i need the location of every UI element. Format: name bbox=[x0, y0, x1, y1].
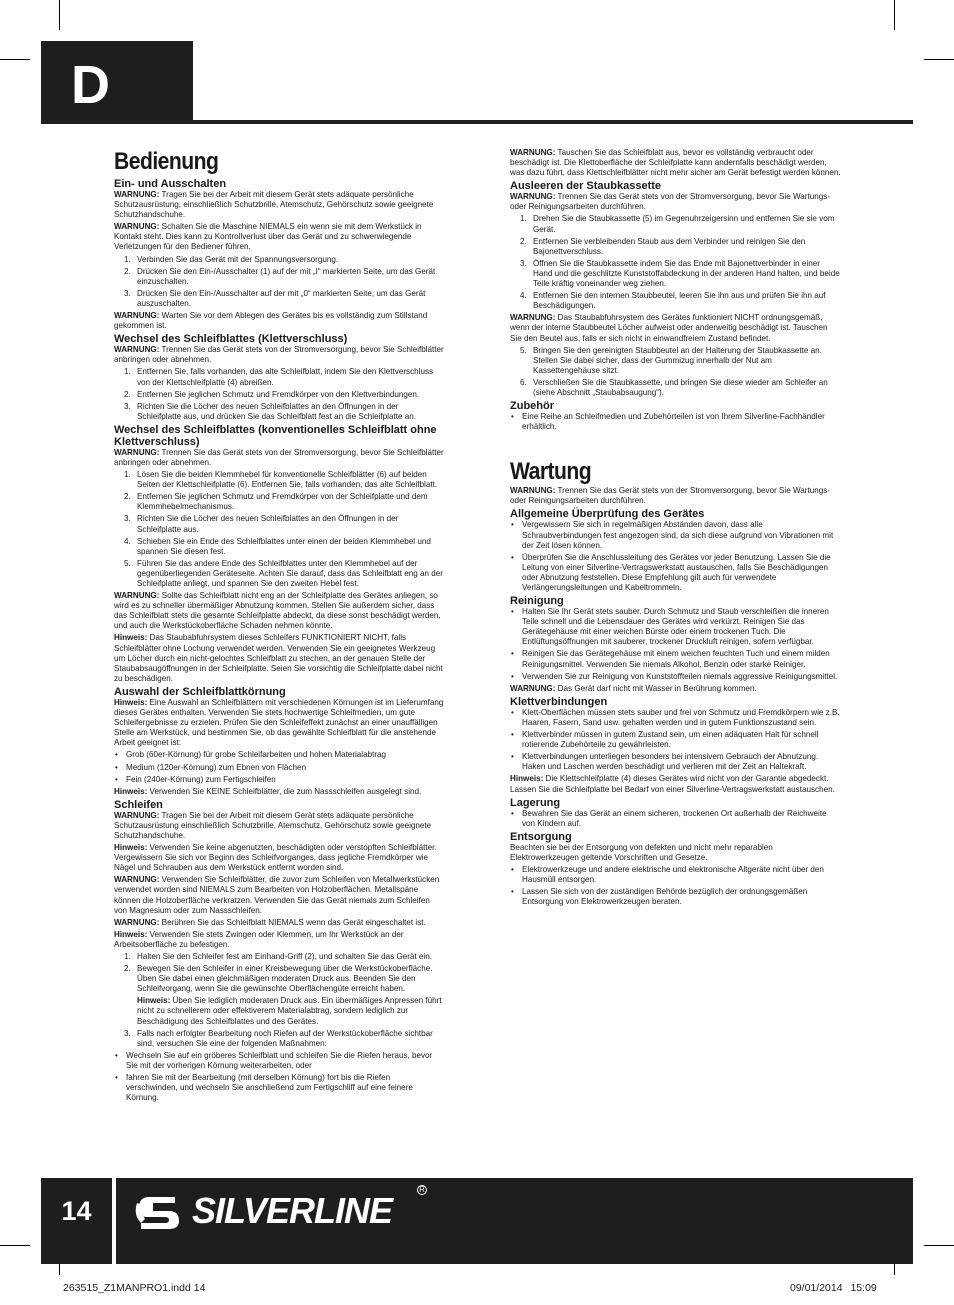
list-item-text: fahren Sie mit der Bearbeitung (mit derselben Körnung) fort bis die Riefen verschwinden, und wechseln Sie anschließend zum Fertigschliff auf eine feinere Körnung. bbox=[126, 1073, 413, 1103]
paragraph bbox=[114, 190, 444, 220]
bullet-list bbox=[510, 520, 841, 593]
paragraph-text: Verwenden Sie stets Zwingen oder Klemmen, um Ihr Werkstück an der Arbeitsoberfläche zu befestigen. bbox=[114, 929, 404, 949]
list-item: 2. Entfernen Sie jeglichen Schmutz und Fremdkörper von der Schleifplatte und dem Klemmhebelmechanismus. bbox=[124, 492, 428, 512]
list-item: • Klett-Oberflächen müssen stets sauber und frei von Schmutz und Fremdkörpern wie z.B. Haaren, Fasern, Sand usw. gehalten werden und in gutem Funktionszustand sein. bbox=[511, 707, 840, 727]
list-item-text: Elektrowerkzeuge und andere elektrische und elektronische Altgeräte nicht über den Hausmüll entsorgen. bbox=[522, 864, 824, 885]
list-item: • Bewahren Sie das Gerät an einem sicheren, trockenen Ort außerhalb der Reichweite von Kindern auf. bbox=[511, 808, 827, 828]
paragraph-text: Tragen Sie bei der Arbeit mit diesem Gerät stets adäquate persönliche Schutzausrüstung einschließlich Schutzbrille, Atemschutz, Gehörschutz sowie geeignete Schutzhandschuhe. bbox=[114, 810, 432, 840]
list-item-text: Öffnen Sie die Staubkassette indem Sie das Ende mit Bajonettverbinder in einer Hand und die geschlitzte Kunststoffabdeckung in der anderen Hand halten, und beide Teile kräftig voneinander weg ziehen. bbox=[533, 258, 840, 289]
paragraph-text: Verwenden Sie keine abgenutzten, beschädigten oder verstopften Schleifblätter. Vergewissern Sie sich vor Beginn des Schleifvorganges, dass jegliche Fremdkörper wie Nägel und Schrauben aus dem Werkstück entfernt worden sind. bbox=[114, 843, 437, 873]
warning-label: WARNUNG: bbox=[114, 222, 160, 232]
paragraph-text: Trennen Sie das Gerät stets von der Stromversorgung, bevor Sie Wartungs- oder Reinigungsarbeiten durchführen. bbox=[510, 192, 830, 212]
paragraph bbox=[510, 148, 841, 178]
language-tab bbox=[41, 41, 193, 124]
paragraph bbox=[510, 684, 841, 694]
list-item: 1. Verbinden Sie das Gerät mit der Spannungsversorgung. bbox=[124, 254, 339, 264]
list-item: • Vergewissern Sie sich in regelmäßigen Abständen davon, dass alle Schraubverbindungen fest angezogen sind, da sich diese aufgrund von Vibrationen mit der Zeit lösen können. bbox=[511, 520, 834, 550]
crop-mark bbox=[924, 59, 954, 60]
list-item: • Elektrowerkzeuge und andere elektrische und elektronische Altgeräte nicht über den Hausmüll entsorgen. bbox=[511, 864, 824, 885]
list-item-text: Entfernen Sie jeglichen Schmutz und Fremdkörper von den Klettverbindungen. bbox=[137, 389, 420, 399]
left-column bbox=[114, 148, 444, 1105]
list-item: 3. Drücken Sie den Ein-/Ausschalter auf der mit „0“ markierten Seite, um das Gerät auszuschalten. bbox=[124, 288, 426, 308]
bullet-list bbox=[114, 1051, 444, 1103]
paragraph bbox=[114, 222, 444, 252]
list-item-text: Wechseln Sie auf ein gröberes Schleifblatt und schleifen Sie die Riefen heraus, bevor Sie mit der vorherigen Körnung weiterarbeiten, oder bbox=[126, 1050, 433, 1070]
bullet-list bbox=[510, 412, 841, 432]
list-item: 6. Verschließen Sie die Staubkassette, und bringen Sie diese wieder am Schleifer an (siehe Abschnitt „Staubabsaugung“). bbox=[520, 377, 828, 397]
silverline-logo-icon bbox=[135, 1189, 195, 1233]
numbered-list bbox=[114, 255, 444, 309]
paragraph bbox=[114, 633, 444, 683]
list-item-text: Lassen Sie sich von der zuständigen Behörde bezüglich der ordnungsgemäßen Entsorgung von Elektrowerkzeugen beraten. bbox=[522, 887, 808, 907]
list-item-text: Verbinden Sie das Gerät mit der Spannungsversorgung. bbox=[137, 254, 339, 264]
list-item-text: Fein (240er-Körnung) zum Fertigschleifen bbox=[126, 774, 276, 784]
list-item-text: Entfernen Sie verbleibenden Staub aus dem Verbinder und reinigen Sie den Bajonettverschluss. bbox=[533, 236, 806, 256]
indented-note bbox=[114, 996, 444, 1026]
note-label: Hinweis: bbox=[114, 697, 148, 707]
warning-label: WARNUNG: bbox=[114, 447, 160, 457]
list-item-text: Halten Sie den Schleifer fest am Einhand-Griff (2), und schalten Sie das Gerät ein. bbox=[137, 952, 432, 961]
warning-label: WARNUNG: bbox=[114, 875, 160, 885]
numbered-list bbox=[114, 1029, 444, 1049]
list-item-text: Bewegen Sie den Schleifer in einer Kreisbewegung über die Werkstückoberfläche. Üben Sie dabei einen gleichmäßigen moderaten Druck aus. Beenden Sie den Schleifvorgang, wenn Sie die gewünschte Oberflächengüte erreicht haben. bbox=[137, 964, 433, 994]
heading-schleifen: Schleifen bbox=[114, 798, 163, 811]
section-title-bedienung: Bedienung bbox=[114, 148, 219, 175]
list-item: • Überprüfen Sie die Anschlussleitung des Gerätes vor jeder Benutzung. Lassen Sie die Leitung von einer Silverline-Vertragswerkstatt austauschen, falls Sie Beschädigungen oder Abnutzung feststellen. Diese Empfehlung gilt auch für verwendete Verlängerungsleitungen und Kabeltrommeln. bbox=[511, 552, 831, 592]
list-item: 2. Drücken Sie den Ein-/Ausschalter (1) auf der mit „I“ markierten Seite, um das Gerät einzuschalten. bbox=[124, 266, 436, 286]
list-item-text: Medium (120er-Körnung) zum Ebnen von Flächen bbox=[126, 762, 306, 772]
list-item: • Lassen Sie sich von der zuständigen Behörde bezüglich der ordnungsgemäßen Entsorgung von Elektrowerkzeugen beraten. bbox=[511, 887, 808, 907]
list-item: 1. Drehen Sie die Staubkassette (5) im Gegenuhrzeigersinn und entfernen Sie sie vom Gerät. bbox=[520, 214, 835, 234]
heading-entsorgung: Entsorgung bbox=[510, 830, 572, 843]
list-item-text: Bringen Sie den gereinigten Staubbeutel an der Halterung der Staubkassette an. Stellen Sie dabei sicher, dass der Gummizug innerhalb der Nut am Kassettengehäuse sitzt. bbox=[533, 345, 822, 375]
list-item-text: Entfernen Sie jeglichen Schmutz und Fremdkörper von der Schleifplatte und dem Klemmhebelmechanismus. bbox=[137, 492, 428, 512]
note-label: Hinweis: bbox=[137, 996, 171, 1006]
warning-label: WARNUNG: bbox=[510, 148, 556, 157]
crop-mark bbox=[0, 59, 30, 60]
paragraph bbox=[114, 345, 444, 365]
note-label: Hinweis: bbox=[114, 929, 148, 939]
list-item-text: Drücken Sie den Ein-/Ausschalter (1) auf der mit „I“ markierten Seite, um das Gerät einzuschalten. bbox=[137, 266, 436, 286]
list-item-text: Führen Sie das andere Ende des Schleifblattes unter den Klemmhebel auf der gegenüberliegenden Geräteseite. Achten Sie darauf, dass das Schleifblatt eng an der Schleifplatte anliegt, und spannen Sie den zweiten Hebel fest. bbox=[137, 558, 443, 588]
warning-label: WARNUNG: bbox=[510, 313, 556, 323]
right-column bbox=[510, 148, 841, 909]
paragraph-text: Schalten Sie die Maschine NIEMALS ein wenn sie mit dem Werkstück in Kontakt steht. Dies kann zu Kontrollverlust über das Gerät und zu schwerwiegende Verletzungen für den Bediener führen. bbox=[114, 222, 422, 252]
list-item-text: Überprüfen Sie die Anschlussleitung des Gerätes vor jeder Benutzung. Lassen Sie die Leitung von einer Silverline-Vertragswerkstatt austauschen, falls Sie Beschädigungen oder Abnutzung feststellen. Diese Empfehlung gilt auch für verwendete Verlängerungsleitungen und Kabeltrommeln. bbox=[522, 552, 831, 592]
paragraph bbox=[510, 192, 841, 212]
heading-konventionelles-schleifblatt: Wechsel des Schleifblattes (konventionelles Schleifblatt ohne Klettverschluss) bbox=[114, 423, 437, 448]
warning-label: WARNUNG: bbox=[114, 917, 160, 927]
bullet-list bbox=[510, 865, 841, 907]
crop-mark bbox=[894, 0, 895, 30]
paragraph-text: Berühren Sie das Schleifblatt NIEMALS wenn das Gerät eingeschaltet ist. bbox=[159, 917, 426, 927]
list-item-text: Richten Sie die Löcher des neuen Schleifblattes an den Öffnungen in der Schleifplatte aus, und drücken Sie das Schleifblatt fest an die Schleifplatte an. bbox=[137, 401, 416, 421]
numbered-list bbox=[510, 214, 841, 311]
heading-allgemeine-ueberpruefung: Allgemeine Überprüfung des Gerätes bbox=[510, 508, 705, 521]
list-item: • Fein (240er-Körnung) zum Fertigschleifen bbox=[115, 774, 276, 784]
paragraph-text: Das Staubabfuhrsystem des Gerätes funktioniert NICHT ordnungsgemäß, wenn der interne Staubbeutel Löcher aufweist oder anderweitig beschädigt ist. Tauschen Sie den Beutel aus, falls er sich nicht in einwandfreiem Zustand befindet. bbox=[510, 313, 828, 343]
slug-filename: 263515_Z1MANPRO1.indd 14 bbox=[63, 1282, 206, 1294]
list-item: • Eine Reihe an Schleifmedien und Zubehörteilen ist von Ihrem Silverline-Fachhändler erhältlich. bbox=[511, 412, 825, 432]
paragraph-text: Verwenden Sie Schleifblätter, die zuvor zum Schleifen von Metallwerkstücken verwendet worden sind NIEMALS zum Bearbeiten von Holzoberflächen. Metallspäne können die Holzoberfläche verkratzen. Verwenden Sie das Gerät niemals zum Schleifen von Magnesium oder zum Nassschleifen. bbox=[114, 875, 440, 915]
list-item-text: Entfernen Sie, falls vorhanden, das alte Schleifblatt, indem Sie den Klettverschluss von der Klettschleifplatte (4) abreißen. bbox=[137, 367, 434, 387]
warning-label: WARNUNG: bbox=[114, 345, 160, 355]
list-item: 3. Richten Sie die Löcher des neuen Schleifblattes an den Öffnungen in der Schleifplatte aus. bbox=[124, 514, 399, 534]
language-letter: D bbox=[71, 55, 110, 115]
numbered-list bbox=[114, 367, 444, 421]
list-item: 3. Falls nach erfolgter Bearbeitung noch Riefen auf der Werkstückoberfläche sichtbar sind, versuchen Sie eine der folgenden Maßnahmen: bbox=[124, 1028, 433, 1048]
paragraph bbox=[114, 448, 444, 468]
list-item: • Medium (120er-Körnung) zum Ebnen von Flächen bbox=[115, 762, 306, 772]
heading-ein-ausschalten: Ein- und Ausschalten bbox=[114, 178, 227, 190]
warning-label: WARNUNG: bbox=[114, 311, 160, 321]
list-item-text: Lösen Sie die beiden Klemmhebel für konventionelle Schleifblätter (6) auf beiden Seiten der Klettschleifplatte (6). Entfernen Sie, falls vorhanden, das alte Schleifblatt. bbox=[137, 470, 438, 490]
list-item-text: Schieben Sie ein Ende des Schleifblattes unter einen der beiden Klemmhebel und spannen Sie diesen fest. bbox=[137, 536, 431, 556]
list-item: 1. Entfernen Sie, falls vorhanden, das alte Schleifblatt, indem Sie den Klettverschluss von der Klettschleifplatte (4) abreißen. bbox=[124, 367, 434, 387]
numbered-list bbox=[510, 346, 841, 398]
list-item-text: Reinigen Sie das Gerätegehäuse mit einem weichen feuchten Tuch und einem milden Reinigungsmittel. Verwenden Sie niemals Alkohol, Benzin oder starke Reiniger. bbox=[522, 649, 830, 669]
list-item-text: Klettverbindungen unterliegen besonders bei intensivem Gebrauch der Abnutzung. Haken und Laschen werden beschädigt und verlieren mit der Zeit an Haltekraft. bbox=[522, 752, 819, 772]
list-item: 3. Richten Sie die Löcher des neuen Schleifblattes an den Öffnungen in der Schleifplatte aus, und drücken Sie das Schleifblatt fest an die Schleifplatte an. bbox=[124, 401, 416, 421]
list-item: 1. Lösen Sie die beiden Klemmhebel für konventionelle Schleifblätter (6) auf beiden Seiten der Klettschleifplatte (6). Entfernen Sie, falls vorhanden, das alte Schleifblatt. bbox=[124, 470, 438, 490]
paragraph-text: Üben Sie lediglich moderaten Druck aus. Ein übermäßiges Anpressen führt nicht zu schnellerem oder effektiverem Materialabtrag, sondern lediglich zur Beschädigung des Schleifblattes und des Gerätes. bbox=[137, 996, 442, 1026]
paragraph-text: Tragen Sie bei der Arbeit mit diesem Gerät stets adäquate persönliche Schutzausrüstung, einschließlich Schutzbrille, Atemschutz, Gehörschutz sowie geeignete Schutzhandschuhe. bbox=[114, 190, 434, 220]
numbered-list bbox=[114, 470, 444, 589]
list-item-text: Drehen Sie die Staubkassette (5) im Gegenuhrzeigersinn und entfernen Sie sie vom Gerät. bbox=[533, 214, 835, 234]
paragraph-text: Eine Auswahl an Schleifblättern mit verschiedenen Körnungen ist im Lieferumfang dieses Gerätes enthalten. Verwenden Sie stets hochwertige Schleifmedien, um gute Schleifergebnisse zu erzielen. Prüfen Sie den Schleifeffekt zunächst an einer unauffälligen Stelle am Werkstück, und bestimmen Sie, ob das gewählte Schleifblatt für die anstehende Arbeit geeignet ist: bbox=[114, 697, 444, 748]
header-rule bbox=[193, 120, 913, 124]
section-title-wartung: Wartung bbox=[510, 458, 592, 486]
list-item-text: Bewahren Sie das Gerät an einem sicheren, trockenen Ort außerhalb der Reichweite von Kindern auf. bbox=[522, 808, 827, 828]
warning-label: WARNUNG: bbox=[114, 810, 160, 820]
note-label: Hinweis: bbox=[114, 786, 148, 796]
paragraph bbox=[114, 698, 444, 748]
list-item: 2. Entfernen Sie verbleibenden Staub aus dem Verbinder und reinigen Sie den Bajonettverschluss. bbox=[520, 236, 806, 256]
list-item: • fahren Sie mit der Bearbeitung (mit derselben Körnung) fort bis die Riefen verschwinden, und wechseln Sie anschließend zum Fertigschliff auf eine feinere Körnung. bbox=[115, 1073, 413, 1103]
paragraph-text: Trennen Sie das Gerät stets von der Stromversorgung, bevor Sie Schleifblätter anbringen oder abnehmen. bbox=[114, 345, 444, 365]
paragraph bbox=[114, 875, 444, 915]
bullet-list bbox=[510, 607, 841, 682]
list-item: • Halten Sie Ihr Gerät stets sauber. Durch Schmutz und Staub verschleißen die inneren Teile schnell und die Lebensdauer des Gerätes wird verkürzt. Reinigen Sie das Gerätegehäuse mit einer weichen Bürste oder einem trockenen Tuch. Die Entlüftungsöffnungen mit sauberer, trockener Druckluft reinigen, sofern verfügbar. bbox=[511, 607, 829, 647]
list-item-text: Verschließen Sie die Staubkassette, und bringen Sie diese wieder am Schleifer an (siehe Abschnitt „Staubabsaugung“). bbox=[533, 377, 828, 397]
paragraph-text: Warten Sie vor dem Ablegen des Gerätes bis es vollständig zum Stillstand gekommen ist. bbox=[114, 311, 428, 331]
heading-staubkassette: Ausleeren der Staubkassette bbox=[510, 180, 662, 193]
warning-label: WARNUNG: bbox=[510, 192, 556, 202]
list-item: • Klettverbindungen unterliegen besonders bei intensivem Gebrauch der Abnutzung. Haken und Laschen werden beschädigt und verlieren mit der Zeit an Haltekraft. bbox=[511, 752, 819, 772]
paragraph bbox=[510, 313, 841, 343]
paragraph bbox=[114, 930, 444, 950]
bullet-list bbox=[510, 708, 841, 773]
list-item: 2. Entfernen Sie jeglichen Schmutz und Fremdkörper von den Klettverbindungen. bbox=[124, 389, 420, 399]
paragraph-text: Trennen Sie das Gerät stets von der Stromversorgung, bevor Sie Schleifblätter anbringen oder abnehmen. bbox=[114, 447, 444, 467]
list-item-text: Richten Sie die Löcher des neuen Schleifblattes an den Öffnungen in der Schleifplatte aus. bbox=[137, 514, 399, 534]
list-item: 5. Bringen Sie den gereinigten Staubbeutel an der Halterung der Staubkassette an. Stellen Sie dabei sicher, dass der Gummizug innerhalb der Nut am Kassettengehäuse sitzt. bbox=[520, 345, 822, 375]
paragraph bbox=[114, 811, 444, 841]
warning-label: WARNUNG: bbox=[510, 683, 556, 693]
paragraph-text: Tauschen Sie das Schleifblatt aus, bevor es vollständig verbraucht oder beschädigt ist. Die Klettoberfläche der Schleifplatte kann andernfalls beschädigt werden, was dazu führt, dass Klettschleifblätter nicht mehr sicher am Gerät befestigt werden können. bbox=[510, 148, 841, 178]
list-item: 3. Öffnen Sie die Staubkassette indem Sie das Ende mit Bajonettverbinder in einer Hand und die geschlitzte Kunststoffabdeckung in der anderen Hand halten, und beide Teile kräftig voneinander weg ziehen. bbox=[520, 258, 840, 289]
list-item: 4. Schieben Sie ein Ende des Schleifblattes unter einen der beiden Klemmhebel und spannen Sie diesen fest. bbox=[124, 536, 431, 556]
bullet-list bbox=[114, 750, 444, 784]
warning-label: WARNUNG: bbox=[114, 591, 160, 601]
paragraph-text: Die Klettschleifplatte (4) dieses Gerätes wird nicht von der Garantie abgedeckt. Lassen Sie die Schleifplatte bei Bedarf von einer Silverline-Vertragswerkstatt austauschen. bbox=[510, 774, 835, 794]
crop-mark bbox=[59, 0, 60, 30]
heading-lagerung: Lagerung bbox=[510, 796, 561, 809]
list-item-text: Klett-Oberflächen müssen stets sauber und frei von Schmutz und Fremdkörpern wie z.B. Haaren, Fasern, Sand usw. gehalten werden und in gutem Funktionszustand sein. bbox=[522, 707, 840, 727]
paragraph bbox=[114, 591, 444, 631]
numbered-list bbox=[114, 952, 444, 994]
list-item-text: Klettverbinder müssen in gutem Zustand sein, um einen adäquaten Halt für schnell rotierende Zubehörteile zu gewährleisten. bbox=[522, 730, 819, 750]
heading-klettverschluss: Wechsel des Schleifblattes (Klettverschluss) bbox=[114, 333, 348, 346]
list-item: 2. Bewegen Sie den Schleifer in einer Kreisbewegung über die Werkstückoberfläche. Üben Sie dabei einen gleichmäßigen moderaten Druck aus. Beenden Sie den Schleifvorgang, wenn Sie die gewünschte Oberflächengüte erreicht haben. bbox=[124, 964, 433, 994]
paragraph-text: Das Staubabfuhrsystem dieses Schleifers FUNKTIONIERT NICHT, falls Schleifblätter ohne Lochung verwendet werden. Verwenden Sie ein geeignetes Werkzeug um Löcher durch ein nicht-gelochtes Schleifblatt zu stechen, an der genauen Stelle der Staubabsaugöffnungen in der Schleifplatte. Seien Sie vorsichtig die Schleifplatte dabei nicht zu beschädigen. bbox=[114, 633, 443, 683]
paragraph bbox=[114, 918, 444, 928]
paragraph bbox=[510, 774, 841, 794]
list-item: 4. Entfernen Sie den internen Staubbeutel, leeren Sie ihn aus und prüfen Sie ihn auf Beschädigungen. bbox=[520, 291, 826, 311]
list-item: 5. Führen Sie das andere Ende des Schleifblattes unter den Klemmhebel auf der gegenüberliegenden Geräteseite. Achten Sie darauf, dass das Schleifblatt eng an der Schleifplatte anliegt, und spannen Sie den zweiten Hebel fest. bbox=[124, 558, 443, 588]
paragraph bbox=[114, 311, 444, 331]
list-item-text: Falls nach erfolgter Bearbeitung noch Riefen auf der Werkstückoberfläche sichtbar sind, versuchen Sie eine der folgenden Maßnahmen: bbox=[137, 1028, 433, 1048]
list-item-text: Drücken Sie den Ein-/Ausschalter auf der mit „0“ markierten Seite, um das Gerät auszuschalten. bbox=[137, 288, 426, 308]
heading-koernung: Auswahl der Schleifblattkörnung bbox=[114, 685, 286, 698]
list-item-text: Entfernen Sie den internen Staubbeutel, leeren Sie ihn aus und prüfen Sie ihn auf Beschädigungen. bbox=[533, 291, 826, 311]
crop-mark bbox=[924, 1245, 954, 1246]
list-item: • Grob (60er-Körnung) für grobe Schleifarbeiten und hohen Materialabtrag bbox=[115, 750, 387, 760]
warning-label: WARNUNG: bbox=[114, 190, 160, 199]
paragraph: Beachten sie bei der Entsorgung von defekten und nicht mehr reparablen Elektrowerkzeugen geltende Vorschriften und Gesetze. bbox=[510, 842, 773, 862]
list-item: • Reinigen Sie das Gerätegehäuse mit einem weichen feuchten Tuch und einem milden Reinigungsmittel. Verwenden Sie niemals Alkohol, Benzin oder starke Reiniger. bbox=[511, 649, 830, 669]
note-label: Hinweis: bbox=[510, 774, 544, 784]
page-number: 14 bbox=[61, 1196, 92, 1226]
slug-datetime: 09/01/2014 15:09 bbox=[790, 1282, 877, 1294]
brand-wordmark: SILVERLINE bbox=[192, 1190, 393, 1231]
list-item-text: Verwenden Sie zur Reinigung von Kunststoffteilen niemals aggressive Reinigungsmittel. bbox=[522, 671, 838, 681]
heading-reinigung: Reinigung bbox=[510, 595, 564, 608]
paragraph bbox=[114, 787, 444, 797]
list-item-text: Eine Reihe an Schleifmedien und Zubehörteilen ist von Ihrem Silverline-Fachhändler erhältlich. bbox=[522, 412, 825, 432]
paragraph-text: Trennen Sie das Gerät stets von der Stromversorgung, bevor Sie Wartungs- oder Reinigungsarbeiten durchführen. bbox=[510, 486, 830, 506]
warning-label: WARNUNG: bbox=[510, 486, 556, 496]
paragraph-text: Sollte das Schleifblatt nicht eng an der Schleifplatte des Gerätes anliegen, so wird es zu schneller übermäßiger Abnutzung kommen. Stellen Sie außerdem sicher, dass das Schleifblatt stets die gesamte Schleifplatte abdeckt, da diese sonst beschädigt werden, und auch die Werkstückoberfläche Schaden nehmen könnte. bbox=[114, 591, 441, 631]
list-item-text: Vergewissern Sie sich in regelmäßigen Abständen davon, dass alle Schraubverbindungen fest angezogen sind, da sich diese aufgrund von Vibrationen mit der Zeit lösen können. bbox=[522, 520, 834, 550]
list-item-text: Grob (60er-Körnung) für grobe Schleifarbeiten und hohen Materialabtrag bbox=[126, 750, 387, 760]
list-item-text: Halten Sie Ihr Gerät stets sauber. Durch Schmutz und Staub verschleißen die inneren Teile schnell und die Lebensdauer des Gerätes wird verkürzt. Reinigen Sie das Gerätegehäuse mit einer weichen Bürste oder einem trockenen Tuch. Die Entlüftungsöffnungen mit sauberer, trockener Druckluft reinigen, sofern verfügbar. bbox=[522, 607, 829, 647]
list-item: 1. Halten Sie den Schleifer fest am Einhand-Griff (2), und schalten Sie das Gerät ein. bbox=[124, 952, 432, 961]
paragraph bbox=[114, 843, 444, 873]
note-label: Hinweis: bbox=[114, 843, 148, 853]
paragraph bbox=[510, 486, 841, 506]
list-item: • Verwenden Sie zur Reinigung von Kunststoffteilen niemals aggressive Reinigungsmittel. bbox=[511, 671, 838, 681]
heading-klettverbindungen: Klettverbindungen bbox=[510, 695, 608, 708]
registered-mark-icon: R bbox=[417, 1185, 427, 1195]
list-item: • Wechseln Sie auf ein gröberes Schleifblatt und schleifen Sie die Riefen heraus, bevor Sie mit der vorherigen Körnung weiterarbeiten, oder bbox=[115, 1050, 433, 1070]
crop-mark bbox=[0, 1245, 30, 1246]
bullet-list bbox=[510, 809, 841, 829]
paragraph-text: Das Gerät darf nicht mit Wasser in Berührung kommen. bbox=[555, 683, 757, 693]
paragraph-text: Verwenden Sie KEINE Schleifblätter, die zum Nassschleifen ausgelegt sind. bbox=[147, 786, 422, 796]
list-item: • Klettverbinder müssen in gutem Zustand sein, um einen adäquaten Halt für schnell rotierende Zubehörteile zu gewährleisten. bbox=[511, 730, 819, 750]
note-label: Hinweis: bbox=[114, 633, 148, 643]
heading-zubehoer: Zubehör bbox=[510, 400, 554, 413]
